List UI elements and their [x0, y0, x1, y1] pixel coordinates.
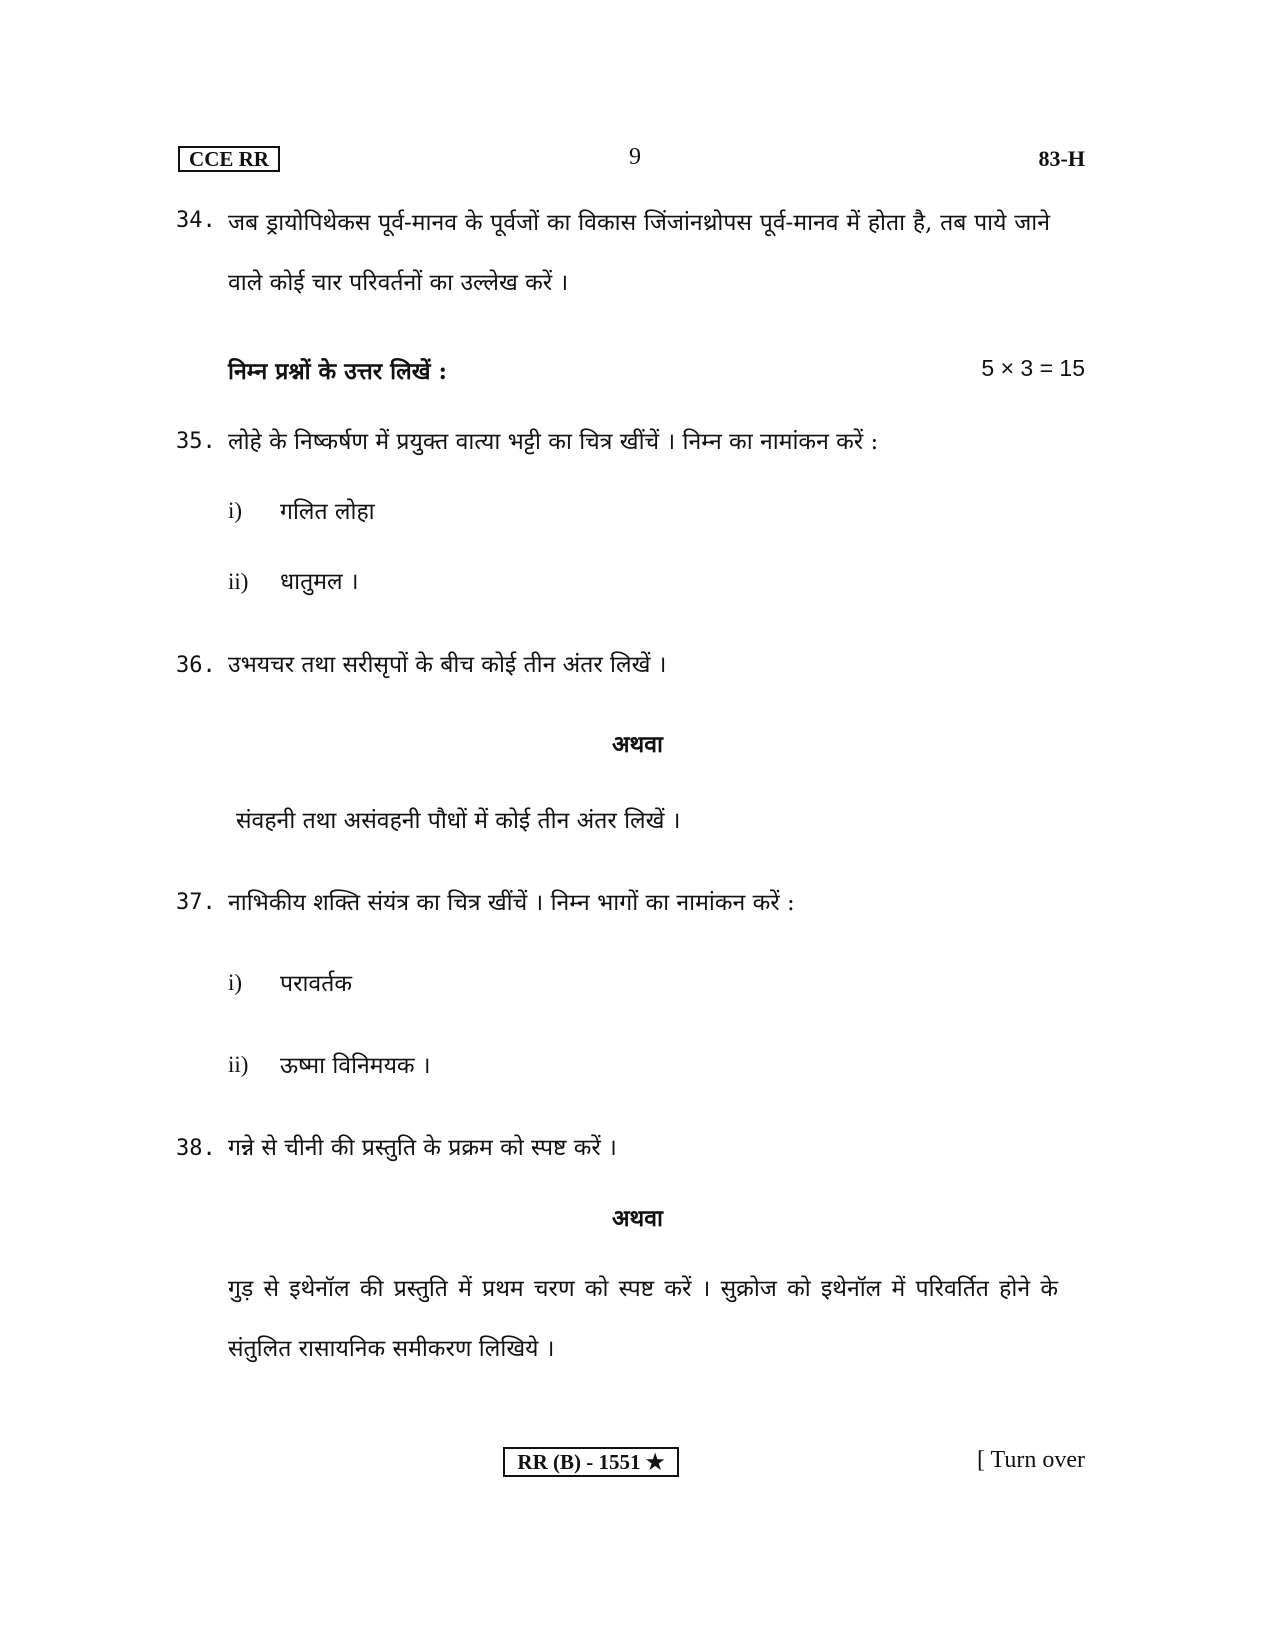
- question-37-item-1-number: i): [228, 970, 243, 995]
- question-36-alternative: संवहनी तथा असंवहनी पौधों में कोई तीन अंतर लिखें ।: [236, 808, 681, 834]
- page-number: 9: [629, 144, 641, 170]
- question-35-item-1-text: गलित लोहा: [280, 499, 375, 525]
- question-35-item-2-number: ii): [228, 569, 249, 594]
- question-38-number: 38.: [176, 1136, 216, 1161]
- question-36-number: 36.: [176, 653, 216, 678]
- question-35-item-2-text: धातुमल ।: [280, 569, 359, 595]
- question-38-text: गन्ने से चीनी की प्रस्तुति के प्रक्रम को स्पष्ट करें ।: [228, 1135, 617, 1161]
- turn-over-label: [ Turn over: [976, 1447, 1085, 1473]
- paper-code: 83-H: [1038, 146, 1085, 171]
- question-35-item-1-number: i): [228, 498, 243, 523]
- question-34-line-2: वाले कोई चार परिवर्तनों का उल्लेख करें ।: [228, 270, 569, 296]
- footer-code-box: RR (B) - 1551 ★: [503, 1447, 679, 1477]
- question-36-or-label: अथवा: [611, 731, 663, 758]
- question-34-number: 34.: [176, 208, 216, 233]
- question-35-text: लोहे के निष्कर्षण में प्रयुक्त वात्या भट्टी का चित्र खींचें । निम्न का नामांकन करें :: [228, 429, 879, 455]
- section-instruction: निम्न प्रश्नों के उत्तर लिखें :: [228, 358, 448, 385]
- question-37-item-2-text: ऊष्मा विनिमयक ।: [280, 1053, 431, 1079]
- question-37-number: 37.: [176, 890, 216, 915]
- question-38-or-label: अथवा: [611, 1205, 663, 1232]
- question-37-item-1-text: परावर्तक: [280, 971, 352, 997]
- question-34-line-1: जब ड्रायोपिथेकस पूर्व-मानव के पूर्वजों का विकास जिंजांनथ्रोपस पूर्व-मानव में होता है, तब पाये जाने: [228, 210, 1050, 236]
- question-38-alternative-line-2: संतुलित रासायनिक समीकरण लिखिये ।: [228, 1336, 555, 1362]
- question-37-text: नाभिकीय शक्ति संयंत्र का चित्र खींचें । निम्न भागों का नामांकन करें :: [228, 890, 795, 916]
- question-37-item-2-number: ii): [228, 1052, 249, 1077]
- question-35-number: 35.: [176, 429, 216, 454]
- question-38-alternative-line-1: गुड़ से इथेनॉल की प्रस्तुति में प्रथम चरण को स्पष्ट करें । सुक्रोज को इथेनॉल में परिवर्तित होने के: [228, 1276, 1058, 1302]
- series-code-box: CCE RR: [178, 146, 280, 172]
- section-marks: 5 × 3 = 15: [981, 355, 1085, 381]
- question-36-text: उभयचर तथा सरीसृपों के बीच कोई तीन अंतर लिखें ।: [228, 652, 667, 678]
